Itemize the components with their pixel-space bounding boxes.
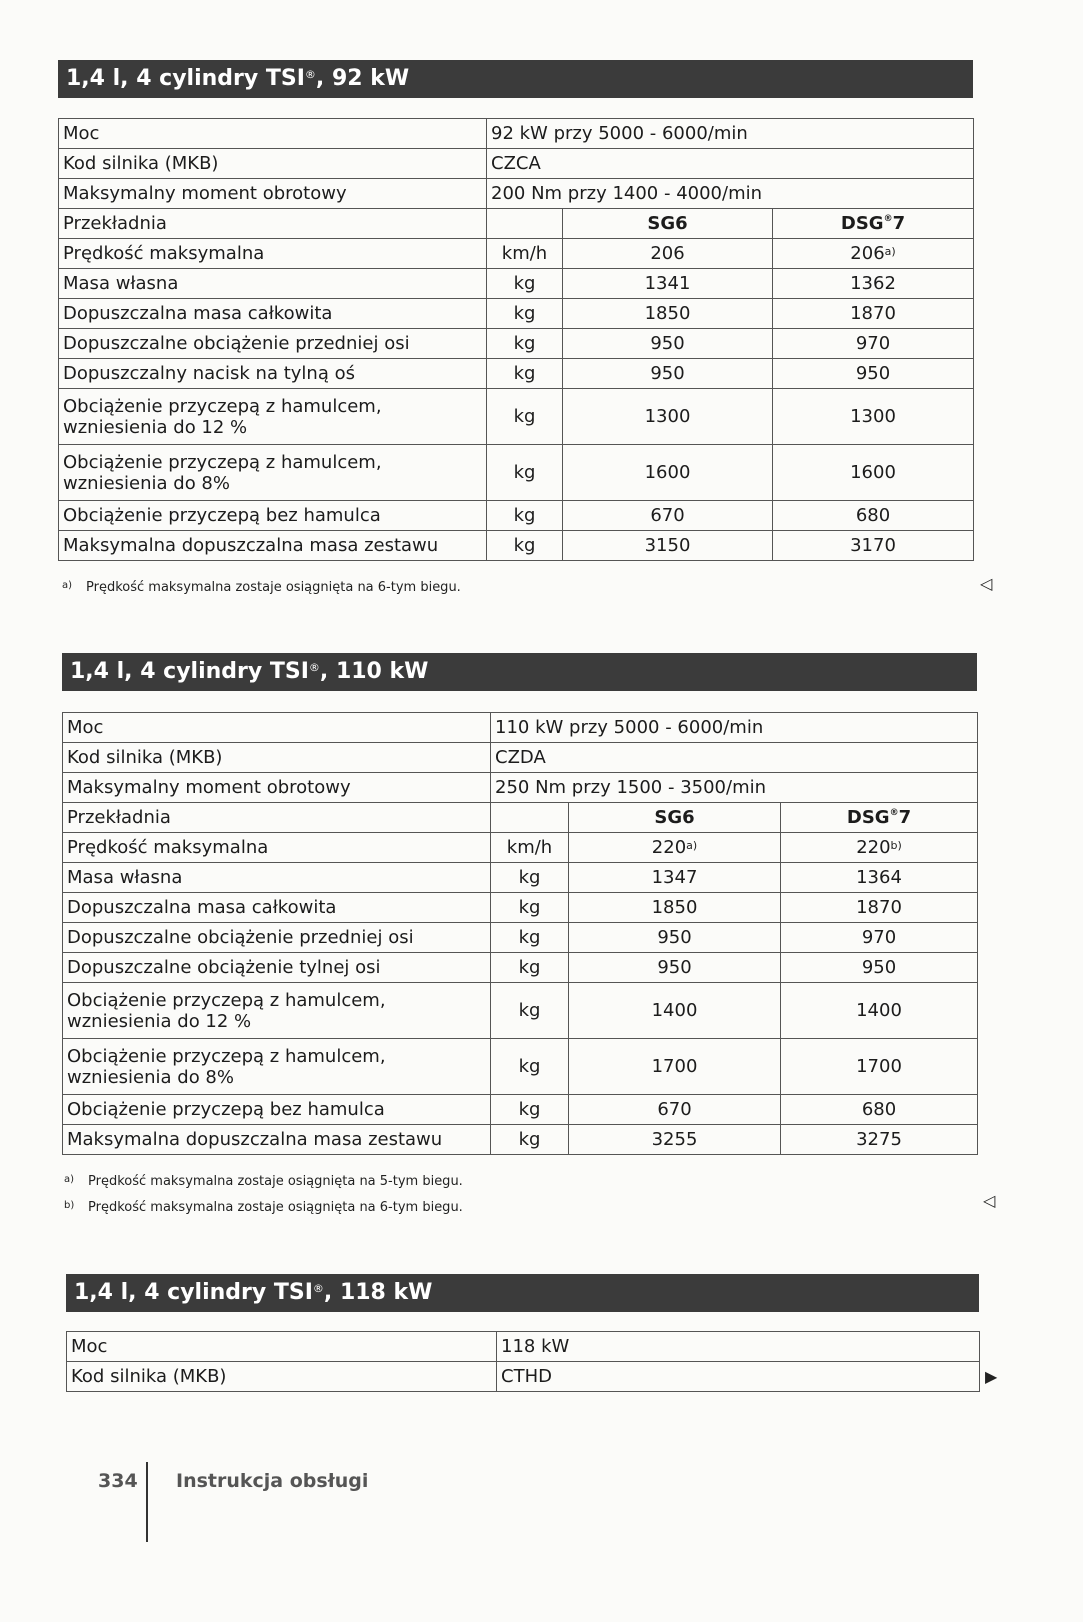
value-dsg7: 1364: [781, 863, 978, 893]
heading-text: 1,4 l, 4 cylindry TSI: [70, 659, 309, 684]
value-sg6: 670: [563, 501, 773, 531]
value-sg6: 950: [563, 329, 773, 359]
heading-suffix: , 110 kW: [319, 659, 429, 684]
value-dsg7: 1400: [781, 983, 978, 1039]
row-value: 200 Nm przy 1400 - 4000/min: [487, 179, 974, 209]
end-of-section-icon: ◁: [980, 574, 993, 593]
table-row: [59, 501, 974, 531]
row-unit: kg: [487, 501, 563, 531]
value-sg6: 3150: [563, 531, 773, 561]
col-dsg7: DSG®7: [773, 209, 974, 239]
row-label: Kod silnika (MKB): [59, 149, 487, 179]
row-label: Obciążenie przyczepą z hamulcem, wzniesienia do 12 %: [59, 389, 487, 445]
row-value: 110 kW przy 5000 - 6000/min: [491, 713, 978, 743]
value-sg6: 220$^{a)}$: [569, 833, 781, 863]
row-label: Obciążenie przyczepą bez hamulca: [59, 501, 487, 531]
row-label: Maksymalna dopuszczalna masa zestawu: [59, 531, 487, 561]
row-label: Obciążenie przyczepą z hamulcem, wzniesienia do 12 %: [63, 983, 491, 1039]
row-unit: kg: [491, 923, 569, 953]
row-value: 250 Nm przy 1500 - 3500/min: [491, 773, 978, 803]
value-dsg7: 1300: [773, 389, 974, 445]
footnote-text: Prędkość maksymalna zostaje osiągnięta na 6-tym biegu.: [88, 1200, 463, 1215]
value-sg6: 1700: [569, 1039, 781, 1095]
row-label: Dopuszczalny nacisk na tylną oś: [59, 359, 487, 389]
row-unit: kg: [487, 329, 563, 359]
section-heading-92kw: [58, 60, 973, 98]
row-unit: kg: [487, 359, 563, 389]
footnote: [62, 580, 461, 595]
row-label: Dopuszczalne obciążenie tylnej osi: [63, 953, 491, 983]
value-dsg7: 680: [781, 1095, 978, 1125]
col-sg6: SG6: [569, 803, 781, 833]
row-unit: kg: [487, 299, 563, 329]
value-dsg7: 950: [781, 953, 978, 983]
row-label: Moc: [63, 713, 491, 743]
gearbox-header-row: [59, 209, 974, 239]
value-sg6: 670: [569, 1095, 781, 1125]
row-unit: km/h: [491, 833, 569, 863]
row-unit: kg: [487, 531, 563, 561]
footnote-ref: a): [686, 839, 698, 852]
table-row: [63, 983, 978, 1039]
table-row: [59, 531, 974, 561]
table-row: [67, 1332, 980, 1362]
gearbox-header-row: [63, 803, 978, 833]
heading-suffix: , 118 kW: [323, 1280, 433, 1305]
value-sg6: 1300: [563, 389, 773, 445]
value-sg6: 206: [563, 239, 773, 269]
row-label: Dopuszczalne obciążenie przedniej osi: [59, 329, 487, 359]
table-row: [59, 269, 974, 299]
table-row: [63, 833, 978, 863]
row-unit: kg: [491, 893, 569, 923]
table-row: [63, 893, 978, 923]
row-unit: kg: [487, 445, 563, 501]
footnote-ref: b): [890, 839, 902, 852]
value-dsg7: 1700: [781, 1039, 978, 1095]
value-dsg7: 950: [773, 359, 974, 389]
col-dsg7: DSG®7: [781, 803, 978, 833]
section-heading-118kw: [66, 1274, 979, 1312]
table-row: [59, 149, 974, 179]
table-row: [63, 863, 978, 893]
footnote-text: Prędkość maksymalna zostaje osiągnięta na 5-tym biegu.: [88, 1174, 463, 1189]
registered-mark: ®: [304, 68, 316, 81]
table-row: [59, 179, 974, 209]
row-unit: kg: [487, 269, 563, 299]
spec-table-92kw: [58, 118, 974, 561]
heading-text: 1,4 l, 4 cylindry TSI: [74, 1280, 313, 1305]
table-row: [63, 743, 978, 773]
value-dsg7: 970: [773, 329, 974, 359]
row-label: Dopuszczalne obciążenie przedniej osi: [63, 923, 491, 953]
footnote-text: Prędkość maksymalna zostaje osiągnięta na 6-tym biegu.: [86, 580, 461, 595]
row-label: Obciążenie przyczepą bez hamulca: [63, 1095, 491, 1125]
row-label: Moc: [67, 1332, 497, 1362]
table-row: [59, 359, 974, 389]
row-label: Prędkość maksymalna: [63, 833, 491, 863]
row-unit: km/h: [487, 239, 563, 269]
table-row: [59, 239, 974, 269]
value-dsg7: 1870: [781, 893, 978, 923]
footnote: [64, 1174, 463, 1189]
table-row: [63, 953, 978, 983]
row-label: Masa własna: [59, 269, 487, 299]
row-label: Moc: [59, 119, 487, 149]
row-value: 118 kW: [497, 1332, 980, 1362]
continue-arrow-icon: ▶: [985, 1367, 998, 1386]
value-sg6: 950: [569, 953, 781, 983]
table-row: [59, 445, 974, 501]
spec-table-110kw: [62, 712, 978, 1155]
unit-cell: [491, 803, 569, 833]
table-row: [63, 1095, 978, 1125]
footnote-mark: b): [64, 1200, 75, 1211]
value-dsg7: 970: [781, 923, 978, 953]
footer-divider: [146, 1462, 148, 1542]
value-dsg7: 1600: [773, 445, 974, 501]
heading-suffix: , 92 kW: [315, 66, 410, 91]
footnote-mark: a): [64, 1174, 75, 1185]
row-label: Masa własna: [63, 863, 491, 893]
footer-title: Instrukcja obsługi: [176, 1470, 369, 1492]
value-sg6: 950: [563, 359, 773, 389]
value-sg6: 1347: [569, 863, 781, 893]
registered-mark: ®: [312, 1282, 324, 1295]
row-label: Dopuszczalna masa całkowita: [63, 893, 491, 923]
row-label: Maksymalny moment obrotowy: [63, 773, 491, 803]
value-sg6: 1850: [563, 299, 773, 329]
value-dsg7: 680: [773, 501, 974, 531]
page-number: 334: [98, 1470, 138, 1492]
value-sg6: 3255: [569, 1125, 781, 1155]
value-dsg7: 1362: [773, 269, 974, 299]
section-heading-110kw: [62, 653, 977, 691]
table-row: [59, 329, 974, 359]
value-sg6: 950: [569, 923, 781, 953]
row-label: Maksymalna dopuszczalna masa zestawu: [63, 1125, 491, 1155]
end-of-section-icon: ◁: [983, 1191, 996, 1210]
row-unit: kg: [491, 953, 569, 983]
row-unit: kg: [491, 983, 569, 1039]
row-label: Maksymalny moment obrotowy: [59, 179, 487, 209]
row-unit: kg: [491, 1125, 569, 1155]
value-sg6: 1400: [569, 983, 781, 1039]
row-unit: kg: [491, 863, 569, 893]
row-unit: kg: [491, 1039, 569, 1095]
table-row: [67, 1362, 980, 1392]
table-row: [59, 299, 974, 329]
row-value: CZCA: [487, 149, 974, 179]
value-dsg7: 3275: [781, 1125, 978, 1155]
unit-cell: [487, 209, 563, 239]
row-unit: kg: [491, 1095, 569, 1125]
value-sg6: 1850: [569, 893, 781, 923]
value-dsg7: 3170: [773, 531, 974, 561]
heading-text: 1,4 l, 4 cylindry TSI: [66, 66, 305, 91]
row-label: Obciążenie przyczepą z hamulcem, wzniesienia do 8%: [59, 445, 487, 501]
table-row: [63, 1039, 978, 1095]
value-dsg7: 1870: [773, 299, 974, 329]
value-dsg7: 206$^{a)}$: [773, 239, 974, 269]
row-label: Przekładnia: [59, 209, 487, 239]
row-label: Kod silnika (MKB): [67, 1362, 497, 1392]
page-footer: [98, 1470, 369, 1492]
row-value: CTHD: [497, 1362, 980, 1392]
row-value: 92 kW przy 5000 - 6000/min: [487, 119, 974, 149]
table-row: [59, 119, 974, 149]
spec-table-118kw: [66, 1331, 980, 1392]
row-value: CZDA: [491, 743, 978, 773]
value-dsg7: 220$^{b)}$: [781, 833, 978, 863]
row-label: Dopuszczalna masa całkowita: [59, 299, 487, 329]
col-sg6: SG6: [563, 209, 773, 239]
value-sg6: 1341: [563, 269, 773, 299]
row-label: Prędkość maksymalna: [59, 239, 487, 269]
table-row: [63, 923, 978, 953]
row-label: Obciążenie przyczepą z hamulcem, wzniesienia do 8%: [63, 1039, 491, 1095]
row-label: Kod silnika (MKB): [63, 743, 491, 773]
table-row: [63, 773, 978, 803]
row-label: Przekładnia: [63, 803, 491, 833]
value-sg6: 1600: [563, 445, 773, 501]
footnote-ref: a): [884, 245, 896, 258]
table-row: [59, 389, 974, 445]
registered-mark: ®: [308, 661, 320, 674]
footnote-mark: a): [62, 580, 73, 591]
row-unit: kg: [487, 389, 563, 445]
footnote: [64, 1200, 463, 1215]
table-row: [63, 1125, 978, 1155]
table-row: [63, 713, 978, 743]
